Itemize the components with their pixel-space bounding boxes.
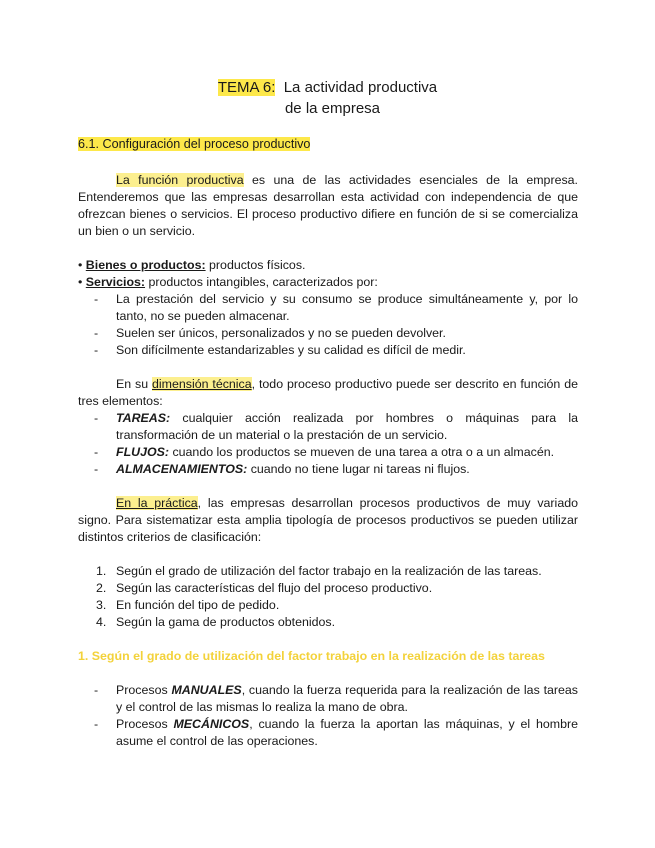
proceso-text: , cuando la fuerza la aportan las máquinas, y el hombre asume el control de las operaciones. [116, 717, 578, 748]
document-title-line2: de la empresa [284, 100, 381, 117]
document-title [0, 78, 655, 98]
servicios-text: productos intangibles, caracterizados por: [145, 275, 378, 289]
list-number: 2. [96, 581, 107, 595]
servicios-label: Servicios: [85, 275, 146, 289]
bienes-line [78, 257, 305, 274]
title-label: TEMA 6: [217, 79, 276, 96]
tecnica-term: ALMACENAMIENTOS: [116, 462, 248, 476]
proceso-term: MECÁNICOS [173, 717, 250, 731]
section-heading [78, 136, 310, 153]
tecnica-after: , todo proceso productivo puede ser descrito en función de tres elementos: [78, 377, 578, 408]
dash: - [94, 683, 99, 697]
criterio-item: Según el grado de utilización del factor trabajo en la realización de las tareas. [116, 564, 542, 578]
tecnica-highlight: dimensión técnica [152, 377, 252, 391]
tecnica-item [116, 461, 578, 478]
dash: - [94, 292, 99, 306]
title-line1: La actividad productiva [283, 79, 438, 96]
tecnica-term-text: cuando los productos se mueven de una tarea a otra o a un almacén. [169, 445, 555, 459]
practica-paragraph [78, 495, 578, 546]
bullet: • [78, 258, 83, 272]
servicio-item: Son difícilmente estandarizables y su calidad es difícil de medir. [116, 343, 466, 357]
tecnica-paragraph [78, 376, 578, 410]
intro-text: es una de las actividades esenciales de la empresa. Entenderemos que las empresas desarrollan esta actividad con independencia de que ofrezcan bienes o servicios. El proceso productivo difiere en función de si se comercializa un bien o un servicio. [78, 173, 578, 238]
practica-text: , las empresas desarrollan procesos productivos de muy variado signo. Para sistematizar esta amplia tipología de procesos productivos se pueden utilizar distintos criterios de clasificación: [78, 496, 578, 544]
tecnica-term: FLUJOS: [116, 445, 170, 459]
tecnica-term: TAREAS: [116, 411, 171, 425]
tecnica-before: En su [116, 377, 153, 391]
list-number: 3. [96, 598, 107, 612]
tecnica-item [116, 410, 578, 444]
criterio-item: Según las características del flujo del proceso productivo. [116, 581, 433, 595]
tecnica-term-text: cuando no tiene lugar ni tareas ni flujos. [247, 462, 470, 476]
proceso-item [116, 716, 578, 750]
dash: - [94, 717, 99, 731]
intro-highlight: La función productiva [116, 173, 244, 187]
proceso-term: MANUALES [171, 683, 242, 697]
dash: - [94, 462, 99, 476]
proceso-before: Procesos [116, 683, 172, 697]
bienes-text: productos físicos. [205, 258, 306, 272]
dash: - [94, 326, 99, 340]
proceso-before: Procesos [116, 717, 174, 731]
dash: - [94, 343, 99, 357]
tecnica-item [116, 444, 578, 461]
practica-highlight: En la práctica [116, 496, 198, 510]
servicios-line [78, 274, 378, 291]
tecnica-term-text: cualquier acción realizada por hombres o máquinas para la transformación de un material o la prestación de un servicio. [116, 411, 578, 442]
servicio-item: La prestación del servicio y su consumo se produce simultáneamente y, por lo tanto, no se pueden almacenar. [116, 292, 578, 323]
dash: - [94, 411, 99, 425]
list-number: 4. [96, 615, 107, 629]
servicio-item: Suelen ser únicos, personalizados y no se pueden devolver. [116, 326, 446, 340]
section2-heading: 1. Según el grado de utilización del factor trabajo en la realización de las tareas [78, 649, 545, 663]
criterio-item: En función del tipo de pedido. [116, 598, 280, 612]
criterio-item: Según la gama de productos obtenidos. [116, 615, 336, 629]
proceso-item [116, 682, 578, 716]
section-heading-text: 6.1. Configuración del proceso productivo [78, 137, 311, 151]
bienes-label: Bienes o productos: [85, 258, 206, 272]
list-number: 1. [96, 564, 107, 578]
intro-paragraph [78, 172, 578, 240]
proceso-text: , cuando la fuerza requerida para la realización de las tareas y el control de las mismas lo realiza la mano de obra. [116, 683, 579, 714]
dash: - [94, 445, 99, 459]
bullet: • [78, 275, 83, 289]
